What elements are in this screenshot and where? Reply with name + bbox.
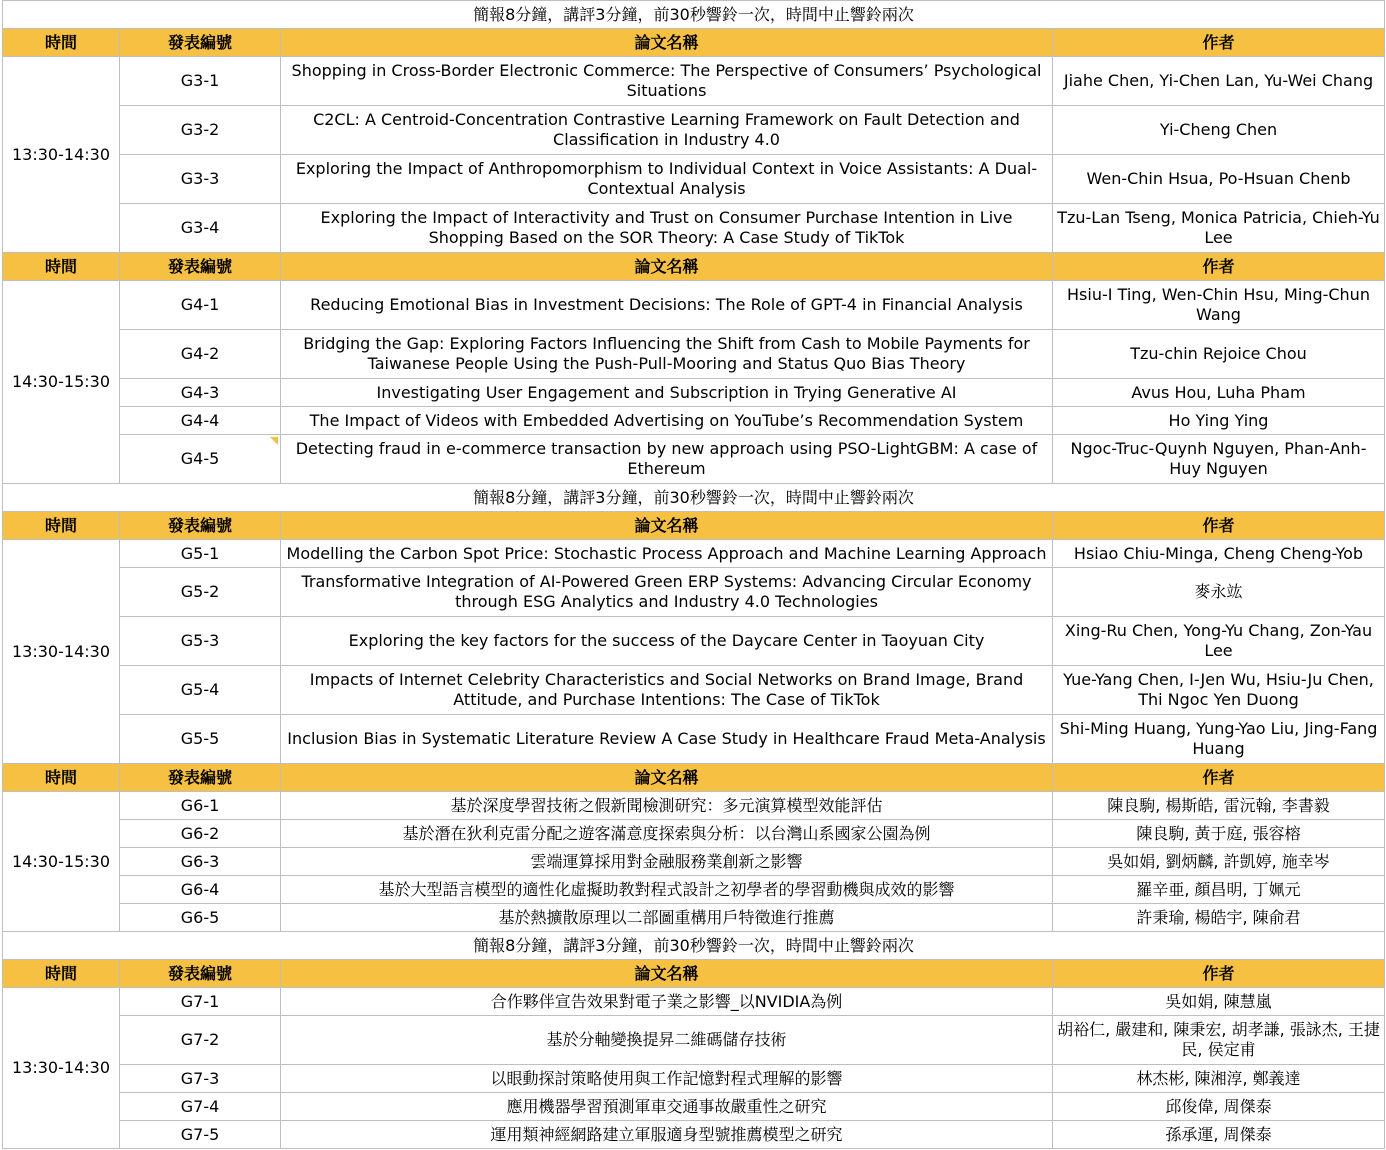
session-time[interactable]: 13:30-14:30 — [3, 57, 120, 253]
table-row — [3, 379, 1385, 407]
table-row — [3, 820, 1385, 848]
header-authors[interactable]: 作者 — [1053, 253, 1385, 281]
paper-code[interactable]: G5-2 — [120, 568, 281, 617]
paper-title[interactable]: 基於熱擴散原理以二部圖重構用戶特徵進行推薦 — [281, 904, 1053, 932]
column-header-row — [3, 29, 1385, 57]
header-code[interactable]: 發表編號 — [120, 764, 281, 792]
paper-title[interactable]: C2CL: A Centroid-Concentration Contrastive Learning Framework on Fault Detection and Classification in Industry 4.0 — [281, 106, 1053, 155]
paper-authors[interactable]: 孫承運, 周傑泰 — [1053, 1121, 1385, 1149]
paper-code[interactable]: G4-1 — [120, 281, 281, 330]
paper-authors[interactable]: 羅辛亜, 顏昌明, 丁姵元 — [1053, 876, 1385, 904]
header-code[interactable]: 發表編號 — [120, 960, 281, 988]
paper-title[interactable]: Detecting fraud in e-commerce transaction by new approach using PSO-LightGBM: A case of Ethereum — [281, 435, 1053, 484]
session-time[interactable]: 14:30-15:30 — [3, 792, 120, 932]
rules-note-row — [3, 932, 1385, 960]
column-header-row — [3, 960, 1385, 988]
paper-code[interactable]: G7-5 — [120, 1121, 281, 1149]
table-row — [3, 407, 1385, 435]
paper-title[interactable]: Transformative Integration of AI-Powered Green ERP Systems: Advancing Circular Economy through ESG Analytics and Industry 4.0 Technologies — [281, 568, 1053, 617]
paper-authors[interactable]: Ngoc-Truc-Quynh Nguyen, Phan-Anh-Huy Nguyen — [1053, 435, 1385, 484]
paper-code[interactable]: G7-2 — [120, 1016, 281, 1065]
table-row — [3, 715, 1385, 764]
paper-code[interactable]: G4-2 — [120, 330, 281, 379]
paper-authors[interactable]: Avus Hou, Luha Pham — [1053, 379, 1385, 407]
header-authors[interactable]: 作者 — [1053, 764, 1385, 792]
table-row — [3, 330, 1385, 379]
header-title[interactable]: 論文名稱 — [281, 253, 1053, 281]
header-authors[interactable]: 作者 — [1053, 960, 1385, 988]
paper-code[interactable]: G6-3 — [120, 848, 281, 876]
table-row — [3, 876, 1385, 904]
paper-authors[interactable]: 麥永竑 — [1053, 568, 1385, 617]
table-row — [3, 568, 1385, 617]
paper-title[interactable]: 雲端運算採用對金融服務業創新之影響 — [281, 848, 1053, 876]
paper-authors[interactable]: Shi-Ming Huang, Yung-Yao Liu, Jing-Fang Huang — [1053, 715, 1385, 764]
table-row — [3, 1121, 1385, 1149]
rules-note-row — [3, 484, 1385, 512]
paper-code[interactable]: G5-3 — [120, 617, 281, 666]
paper-title[interactable]: Inclusion Bias in Systematic Literature Review A Case Study in Healthcare Fraud Meta-Analysis — [281, 715, 1053, 764]
paper-code[interactable]: G6-1 — [120, 792, 281, 820]
table-row — [3, 792, 1385, 820]
paper-authors[interactable]: 胡裕仁, 嚴建和, 陳秉宏, 胡孝謙, 張詠杰, 王捷民, 侯定甫 — [1053, 1016, 1385, 1065]
paper-title[interactable]: 運用類神經網路建立軍服適身型號推薦模型之研究 — [281, 1121, 1053, 1149]
paper-authors[interactable]: 陳良駒, 楊斯皓, 雷沅翰, 李書毅 — [1053, 792, 1385, 820]
paper-authors[interactable]: Wen-Chin Hsua, Po-Hsuan Chenb — [1053, 155, 1385, 204]
paper-title[interactable]: 基於分軸變換提昇二維碼儲存技術 — [281, 1016, 1053, 1065]
paper-authors[interactable]: 邱俊偉, 周傑泰 — [1053, 1093, 1385, 1121]
paper-code[interactable]: G3-4 — [120, 204, 281, 253]
header-title[interactable]: 論文名稱 — [281, 512, 1053, 540]
paper-title[interactable]: 基於大型語言模型的適性化虛擬助教對程式設計之初學者的學習動機與成效的影響 — [281, 876, 1053, 904]
paper-title[interactable]: 應用機器學習預測軍車交通事故嚴重性之研究 — [281, 1093, 1053, 1121]
session-time[interactable]: 13:30-14:30 — [3, 540, 120, 764]
table-row — [3, 57, 1385, 106]
table-row — [3, 988, 1385, 1016]
rules-note[interactable]: 簡報8分鐘，講評3分鐘，前30秒響鈴一次，時間中止響鈴兩次 — [3, 1, 1385, 29]
paper-title[interactable]: Reducing Emotional Bias in Investment Decisions: The Role of GPT-4 in Financial Analysis — [281, 281, 1053, 330]
header-time[interactable]: 時間 — [3, 512, 120, 540]
table-row — [3, 155, 1385, 204]
table-row — [3, 106, 1385, 155]
paper-authors[interactable]: Tzu-chin Rejoice Chou — [1053, 330, 1385, 379]
paper-title[interactable]: Exploring the Impact of Anthropomorphism to Individual Context in Voice Assistants: A Dual-Contextual Analysis — [281, 155, 1053, 204]
paper-code[interactable]: G7-1 — [120, 988, 281, 1016]
paper-code[interactable]: G3-2 — [120, 106, 281, 155]
paper-code[interactable]: G3-1 — [120, 57, 281, 106]
paper-authors[interactable]: 許秉瑜, 楊皓宇, 陳俞君 — [1053, 904, 1385, 932]
rules-note-row — [3, 1, 1385, 29]
header-code[interactable]: 發表編號 — [120, 512, 281, 540]
paper-code[interactable]: G4-5 — [120, 435, 281, 484]
comment-indicator — [270, 437, 278, 445]
paper-title[interactable]: 基於深度學習技術之假新聞檢測研究：多元演算模型效能評估 — [281, 792, 1053, 820]
paper-code[interactable]: G5-1 — [120, 540, 281, 568]
paper-authors[interactable]: Ho Ying Ying — [1053, 407, 1385, 435]
paper-authors[interactable]: Xing-Ru Chen, Yong-Yu Chang, Zon-Yau Lee — [1053, 617, 1385, 666]
paper-title[interactable]: Investigating User Engagement and Subscription in Trying Generative AI — [281, 379, 1053, 407]
column-header-row — [3, 512, 1385, 540]
paper-code[interactable]: G5-5 — [120, 715, 281, 764]
schedule-table — [2, 0, 1385, 1149]
header-title[interactable]: 論文名稱 — [281, 29, 1053, 57]
paper-authors[interactable]: Jiahe Chen, Yi-Chen Lan, Yu-Wei Chang — [1053, 57, 1385, 106]
paper-authors[interactable]: 吳如娟, 劉炳麟, 許凱婷, 施幸岑 — [1053, 848, 1385, 876]
paper-authors[interactable]: 陳良駒, 黃于庭, 張容榕 — [1053, 820, 1385, 848]
paper-code[interactable]: G6-5 — [120, 904, 281, 932]
paper-title[interactable]: Impacts of Internet Celebrity Characteristics and Social Networks on Brand Image, Brand Attitude, and Purchase Intentions: The Case of TikTok — [281, 666, 1053, 715]
header-time[interactable]: 時間 — [3, 960, 120, 988]
paper-title[interactable]: 基於潛在狄利克雷分配之遊客滿意度探索與分析：以台灣山系國家公園為例 — [281, 820, 1053, 848]
header-authors[interactable]: 作者 — [1053, 29, 1385, 57]
paper-title[interactable]: The Impact of Videos with Embedded Advertising on YouTube’s Recommendation System — [281, 407, 1053, 435]
header-time[interactable]: 時間 — [3, 253, 120, 281]
header-authors[interactable]: 作者 — [1053, 512, 1385, 540]
paper-code[interactable]: G6-2 — [120, 820, 281, 848]
table-row — [3, 904, 1385, 932]
paper-code[interactable]: G4-4 — [120, 407, 281, 435]
paper-title[interactable]: Exploring the key factors for the success of the Daycare Center in Taoyuan City — [281, 617, 1053, 666]
header-time[interactable]: 時間 — [3, 29, 120, 57]
table-row — [3, 1016, 1385, 1065]
paper-code[interactable]: G5-4 — [120, 666, 281, 715]
header-time[interactable]: 時間 — [3, 764, 120, 792]
rules-note[interactable]: 簡報8分鐘，講評3分鐘，前30秒響鈴一次，時間中止響鈴兩次 — [3, 484, 1385, 512]
session-time[interactable]: 13:30-14:30 — [3, 988, 120, 1149]
table-row — [3, 617, 1385, 666]
column-header-row — [3, 764, 1385, 792]
paper-title[interactable]: 以眼動探討策略使用與工作記憶對程式理解的影響 — [281, 1065, 1053, 1093]
table-row — [3, 435, 1385, 484]
column-header-row — [3, 253, 1385, 281]
paper-authors[interactable]: Tzu-Lan Tseng, Monica Patricia, Chieh-Yu Lee — [1053, 204, 1385, 253]
table-row — [3, 666, 1385, 715]
paper-authors[interactable]: 吳如娟, 陳慧嵐 — [1053, 988, 1385, 1016]
table-row — [3, 848, 1385, 876]
table-row — [3, 281, 1385, 330]
paper-title[interactable]: Bridging the Gap: Exploring Factors Influencing the Shift from Cash to Mobile Payments for Taiwanese People Using the Push-Pull-Mooring and Status Quo Bias Theory — [281, 330, 1053, 379]
paper-authors[interactable]: Yi-Cheng Chen — [1053, 106, 1385, 155]
paper-title[interactable]: Exploring the Impact of Interactivity and Trust on Consumer Purchase Intention in Live Shopping Based on the SOR Theory: A Case Study of TikTok — [281, 204, 1053, 253]
rules-note[interactable]: 簡報8分鐘，講評3分鐘，前30秒響鈴一次，時間中止響鈴兩次 — [3, 932, 1385, 960]
header-title[interactable]: 論文名稱 — [281, 960, 1053, 988]
paper-title[interactable]: Modelling the Carbon Spot Price: Stochastic Process Approach and Machine Learning Approach — [281, 540, 1053, 568]
header-code[interactable]: 發表編號 — [120, 29, 281, 57]
session-time[interactable]: 14:30-15:30 — [3, 281, 120, 484]
paper-authors[interactable]: 林杰彬, 陳湘淳, 鄭義達 — [1053, 1065, 1385, 1093]
header-title[interactable]: 論文名稱 — [281, 764, 1053, 792]
paper-code[interactable]: G3-3 — [120, 155, 281, 204]
paper-authors[interactable]: Hsiao Chiu-Minga, Cheng Cheng-Yob — [1053, 540, 1385, 568]
paper-title[interactable]: 合作夥伴宣告效果對電子業之影響_以NVIDIA為例 — [281, 988, 1053, 1016]
paper-title[interactable]: Shopping in Cross-Border Electronic Commerce: The Perspective of Consumers’ Psychological Situations — [281, 57, 1053, 106]
table-row — [3, 1093, 1385, 1121]
paper-code[interactable]: G6-4 — [120, 876, 281, 904]
table-row — [3, 540, 1385, 568]
paper-code[interactable]: G4-3 — [120, 379, 281, 407]
paper-authors[interactable]: Hsiu-I Ting, Wen-Chin Hsu, Ming-Chun Wang — [1053, 281, 1385, 330]
paper-code[interactable]: G7-3 — [120, 1065, 281, 1093]
table-row — [3, 1065, 1385, 1093]
paper-authors[interactable]: Yue-Yang Chen, I-Jen Wu, Hsiu-Ju Chen, Thi Ngoc Yen Duong — [1053, 666, 1385, 715]
paper-code[interactable]: G7-4 — [120, 1093, 281, 1121]
table-row — [3, 204, 1385, 253]
header-code[interactable]: 發表編號 — [120, 253, 281, 281]
